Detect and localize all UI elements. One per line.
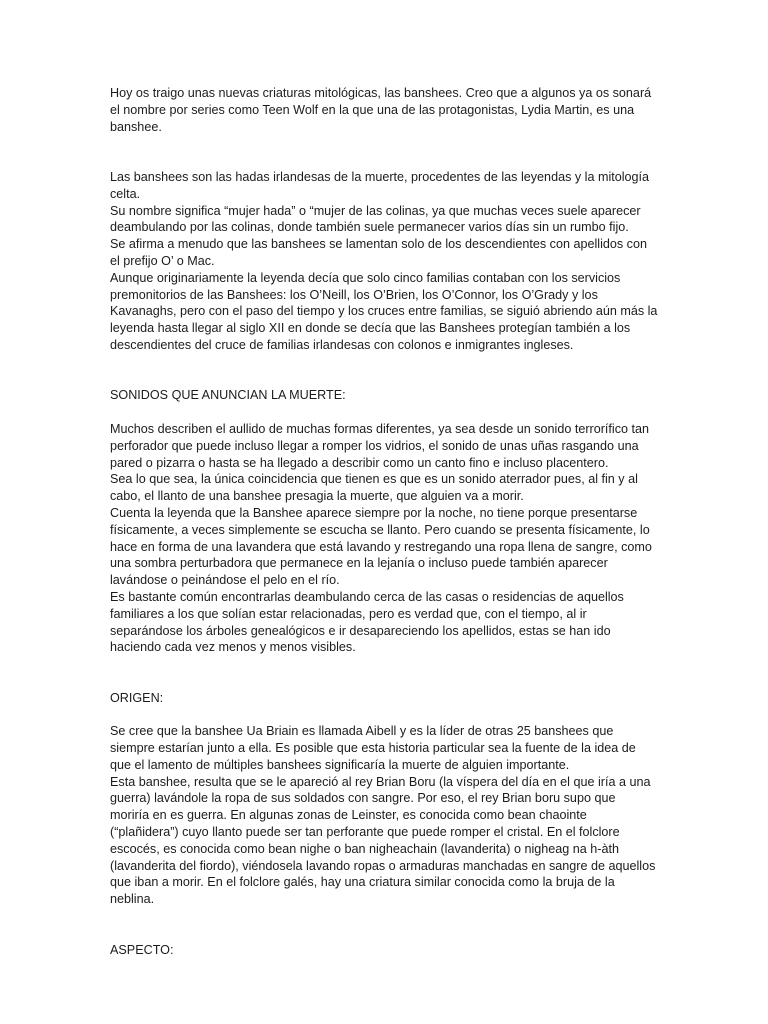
document-body	[110, 85, 658, 958]
paragraph-aibell: Se cree que la banshee Ua Briain es llamada Aibell y es la líder de otras 25 banshees que siempre estarían junto a ella. Es posible que esta historia particular sea la fuente de la idea de que el lamento de múltiples banshees significaría la muerte de alguien importante.	[110, 724, 636, 772]
section-heading-sounds: SONIDOS QUE ANUNCIAN LA MUERTE:	[110, 388, 346, 403]
paragraph-wandering: Es bastante común encontrarlas deambulando cerca de las casas o residencias de aquellos familiares a los que solían estar relacionadas, pero es verdad que, con el tiempo, al ir separándose los árboles genealógicos e ir desapareciendo los apellidos, estas se han ido haciendo cada vez menos y menos visibles.	[110, 589, 624, 655]
spacer	[110, 706, 658, 723]
spacer	[110, 656, 658, 690]
paragraph-brian-boru: Esta banshee, resulta que se le apareció al rey Brian Boru (la víspera del día en el que iría a una guerra) lavándole la ropa de sus soldados con sangre. Por eso, el rey Brian boru supo que moriría en es guerra. En algunas zonas de Leinster, es conocida como bean chaointe (“plañidera”) cuyo llanto puede ser tan perforante que puede romper el cristal. En el folclore escocés, es conocida como bean nighe o ban nigheachain (lavanderita) o nigheag na h-àth (lavanderita del fiordo), viéndosela lavando ropas o armaduras manchadas en sangre de aquellos que iban a morir. En el folclore galés, hay una criatura similar conocida como la bruja de la neblina.	[110, 774, 656, 907]
paragraph-prefix: Se afirma a menudo que las banshees se lamentan solo de los descendientes con apellidos con el prefijo O’ o Mac.	[110, 237, 647, 268]
spacer	[110, 404, 658, 421]
section-heading-origin: ORIGEN:	[110, 690, 164, 705]
intro-paragraph: Hoy os traigo unas nuevas criaturas mitológicas, las banshees. Creo que a algunos ya os sonará el nombre por series como Teen Wolf en la que una de las protagonistas, Lydia Martin, es una banshee.	[110, 86, 652, 134]
paragraph-families: Aunque originariamente la leyenda decía que solo cinco familias contaban con los servicios premonitorios de las Banshees: los O’Neill, los O’Brien, los O’Connor, los O’Grady y los Kavanaghs, pero con el paso del tiempo y los cruces entre familias, se siguió abriendo aún más la leyenda hasta llegar al siglo XII en donde se decía que las Banshees protegían también a los descendientes del cruce de familias irlandesas con colonos e inmigrantes ingleses.	[110, 270, 658, 352]
spacer	[110, 135, 658, 169]
paragraph-howl: Muchos describen el aullido de muchas formas diferentes, ya sea desde un sonido terrorífico tan perforador que puede incluso llegar a romper los vidrios, el sonido de unas uñas rasgando una pared o pizarra o hasta se ha llegado a describir como un canto fino e incluso placentero.	[110, 421, 650, 470]
paragraph-appearance-night: Cuenta la leyenda que la Banshee aparece siempre por la noche, no tiene porque presentarse físicamente, a veces simplemente se escucha se llanto. Pero cuando se presenta físicamente, lo hace en forma de una lavandera que está lavando y restregando una ropa llena de sangre, como una sombra perturbadora que permanece en la lejanía o incluso puede también aparecer lavándose o peinándose el pelo en el río.	[110, 505, 652, 588]
paragraph-name-meaning: Su nombre significa “mujer hada” o “mujer de las colinas, ya que muchas veces suele aparecer deambulando por las colinas, donde también suele permanecer varios días sin un rumbo fijo.	[110, 203, 641, 235]
paragraph-definition: Las banshees son las hadas irlandesas de la muerte, procedentes de las leyendas y la mitología celta.	[110, 169, 650, 201]
spacer	[110, 908, 658, 942]
section-heading-aspect: ASPECTO:	[110, 942, 174, 957]
spacer	[110, 354, 658, 388]
paragraph-coincidence: Sea lo que sea, la única coincidencia que tienen es que es un sonido aterrador pues, al fin y al cabo, el llanto de una banshee presagia la muerte, que alguien va a morir.	[110, 472, 638, 504]
